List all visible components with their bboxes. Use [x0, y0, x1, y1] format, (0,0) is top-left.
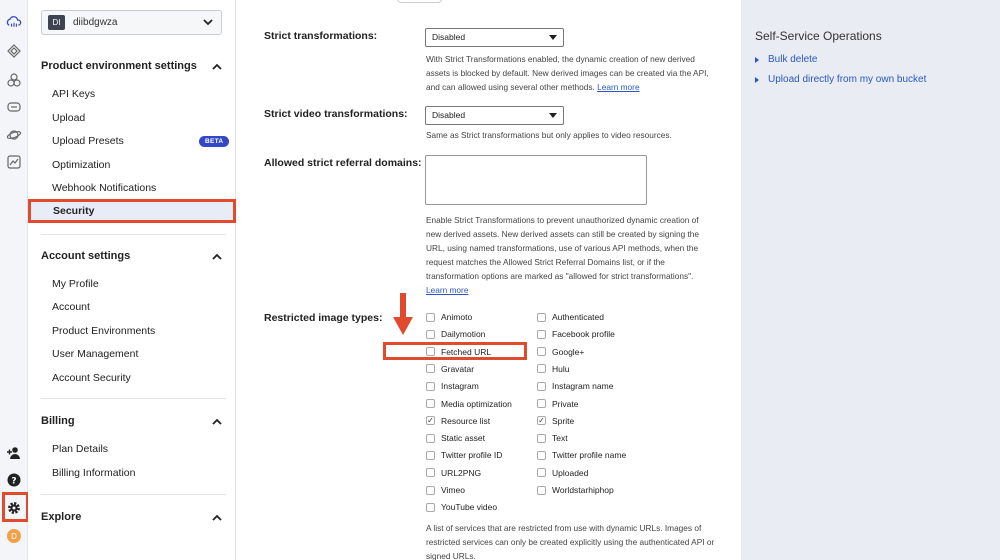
checkbox-label: Dailymotion — [441, 329, 486, 340]
nav-billing-information[interactable]: Billing Information — [52, 467, 136, 479]
checkbox-label: Vimeo — [441, 485, 465, 495]
icon-rail — [0, 0, 28, 560]
checkbox-label: YouTube video — [441, 502, 498, 513]
chevron-up-icon — [211, 417, 223, 427]
checkbox-label: Facebook profile — [552, 329, 615, 340]
checkbox-item[interactable] — [537, 483, 614, 497]
caret-right-icon — [755, 77, 759, 83]
checkbox-label: URL2PNG — [441, 467, 482, 478]
nav-api-keys[interactable]: API Keys — [52, 88, 96, 100]
checkbox-item[interactable] — [426, 310, 472, 324]
caret-right-icon — [755, 57, 759, 63]
checkbox-label: Google+ — [552, 346, 585, 357]
nav-account-security[interactable]: Account Security — [52, 372, 131, 384]
nav-upload[interactable]: Upload — [52, 112, 86, 124]
checkbox-item[interactable] — [426, 414, 490, 428]
checkbox-label: Sprite — [552, 415, 575, 426]
checkbox-item[interactable] — [426, 379, 479, 393]
strict-transformations-select[interactable]: Disabled — [425, 28, 564, 47]
divider — [41, 494, 226, 495]
checkbox[interactable] — [426, 364, 435, 373]
checkbox-item[interactable] — [537, 310, 604, 324]
section-billing[interactable]: Billing — [41, 415, 223, 431]
help-icon[interactable] — [4, 470, 24, 490]
checkbox-item[interactable] — [426, 327, 485, 341]
checkbox[interactable] — [426, 503, 435, 512]
bulk-delete-link[interactable]: Bulk delete — [755, 54, 817, 65]
checkbox[interactable] — [426, 434, 435, 443]
checkbox[interactable] — [537, 382, 546, 391]
analytics-icon[interactable] — [4, 152, 24, 172]
nav-plan-details[interactable]: Plan Details — [52, 443, 109, 455]
checkbox-item[interactable] — [537, 362, 569, 376]
checkbox[interactable] — [426, 451, 435, 460]
checkbox-item[interactable] — [537, 466, 588, 480]
upload-from-bucket-link[interactable]: Upload directly from my own bucket — [755, 74, 926, 85]
checkbox-item[interactable] — [426, 500, 497, 514]
checkbox[interactable] — [426, 382, 435, 391]
checkbox-label: Static asset — [441, 433, 485, 444]
checkbox-label: Twitter profile ID — [441, 450, 503, 461]
checkbox-item[interactable] — [426, 431, 485, 445]
nav-security[interactable] — [28, 199, 236, 223]
checkbox[interactable] — [537, 399, 546, 408]
chevron-up-icon — [211, 513, 223, 523]
checkbox[interactable] — [537, 347, 546, 356]
checkbox-label: Gravatar — [441, 363, 475, 374]
nav-user-management[interactable]: User Management — [52, 348, 139, 360]
nav-webhook-notifications[interactable]: Webhook Notifications — [52, 182, 157, 194]
checkbox-label: Instagram — [441, 381, 479, 392]
checkbox-item[interactable] — [537, 448, 626, 462]
referral-domains-help: Enable Strict Transformations to prevent unauthorized dynamic creation of new derived assets. New derived assets can still be created by signing the URL, using named transformations, use of various API methods, when the request matches the Allowed Strict Referral Domains list, or if the transformation options are marked as "allowed for strict transformations". Learn more — [426, 215, 700, 295]
fetched-url-highlight — [383, 342, 527, 360]
section-product-environment-settings[interactable]: Product environment settings — [41, 60, 223, 76]
checkbox[interactable] — [426, 468, 435, 477]
checkbox[interactable] — [426, 399, 435, 408]
strict-video-select[interactable]: Disabled — [425, 106, 564, 125]
learn-more-link[interactable]: Learn more — [597, 82, 640, 92]
avatar-icon[interactable]: D — [7, 529, 21, 543]
checkbox-label: Resource list — [441, 415, 491, 426]
checkbox[interactable] — [537, 364, 546, 373]
checkbox-item[interactable] — [537, 379, 613, 393]
checkbox-label: Instagram name — [552, 381, 614, 392]
checkbox[interactable] — [537, 313, 546, 322]
referral-domains-textarea[interactable] — [425, 155, 647, 205]
product-environment-select[interactable] — [41, 10, 222, 35]
learn-more-link[interactable]: Learn more — [426, 285, 469, 295]
panel-title: Self-Service Operations — [755, 29, 882, 43]
planet-icon[interactable] — [4, 125, 24, 145]
environment-name: diibdgwza — [73, 17, 118, 28]
beta-badge: BETA — [199, 136, 229, 147]
checkbox[interactable] — [537, 451, 546, 460]
checkbox-label: Text — [552, 433, 568, 444]
cloud-logo-icon[interactable] — [4, 12, 24, 32]
checkbox-label: Animoto — [441, 312, 473, 322]
tooltip-remnant — [397, 0, 442, 3]
checkbox-label: Worldstarhiphop — [552, 485, 614, 495]
checkbox[interactable] — [537, 468, 546, 477]
checkbox-item[interactable] — [426, 466, 481, 480]
restricted-types-help: A list of services that are restricted from use with dynamic URLs. Images of restricted services can only be created explicitly using the authenticated API or signed URLs. — [426, 523, 715, 560]
checkbox-item[interactable] — [426, 362, 474, 376]
divider — [41, 398, 226, 399]
checkbox-item[interactable] — [537, 414, 574, 428]
checkbox[interactable]: ✓ — [427, 415, 434, 425]
checkbox-label: Twitter profile name — [552, 450, 627, 461]
nav-optimization[interactable]: Optimization — [52, 159, 111, 171]
checkbox-item[interactable] — [426, 483, 465, 497]
nav-security-label: Security — [53, 205, 95, 217]
settings-sidebar — [28, 0, 236, 560]
checkbox[interactable] — [537, 434, 546, 443]
checkbox-item[interactable] — [426, 397, 512, 411]
checkbox[interactable] — [426, 486, 435, 495]
checkbox-label: Private — [552, 398, 579, 409]
caret-down-icon — [549, 35, 557, 40]
strict-video-label: Strict video transformations: — [264, 108, 408, 120]
checkbox-label: Media optimization — [441, 398, 512, 409]
chevron-up-icon — [211, 62, 223, 72]
nav-upload-presets[interactable]: Upload Presets — [52, 135, 124, 147]
checkbox-label: Fetched URL — [441, 346, 492, 357]
caret-down-icon — [549, 113, 557, 118]
section-account-settings[interactable]: Account settings — [41, 250, 223, 266]
checkbox-label: Hulu — [552, 363, 570, 374]
nav-account[interactable]: Account — [52, 301, 90, 313]
divider — [41, 234, 226, 235]
nav-product-environments[interactable]: Product Environments — [52, 325, 156, 337]
section-explore[interactable]: Explore — [41, 511, 223, 527]
add-user-icon[interactable] — [4, 443, 24, 463]
down-arrow-annotation — [393, 293, 413, 335]
checkbox-label: Uploaded — [552, 467, 589, 478]
chevron-down-icon — [201, 15, 215, 29]
transform-icon[interactable] — [4, 70, 24, 90]
checkbox-item[interactable] — [537, 397, 578, 411]
self-service-panel — [741, 0, 1000, 560]
environment-badge: DI — [48, 15, 65, 30]
strict-video-help: Same as Strict transformations but only applies to video resources. — [426, 130, 672, 140]
video-icon[interactable] — [4, 97, 24, 117]
nav-my-profile[interactable]: My Profile — [52, 278, 99, 290]
checkbox-label: Authenticated — [552, 312, 604, 322]
checkbox[interactable] — [537, 486, 546, 495]
checkbox-item[interactable] — [426, 448, 502, 462]
checkbox-item[interactable] — [537, 431, 568, 445]
checkbox-item[interactable] — [537, 345, 584, 359]
settings-highlight — [2, 492, 29, 522]
restricted-types-label: Restricted image types: — [264, 312, 383, 324]
checkbox-item[interactable] — [537, 327, 615, 341]
svg-text:?: ? — [11, 476, 17, 487]
checkbox[interactable] — [537, 330, 546, 339]
checkbox[interactable] — [426, 313, 435, 322]
chevron-up-icon — [211, 252, 223, 262]
media-library-icon[interactable] — [4, 41, 24, 61]
referral-domains-label: Allowed strict referral domains: — [264, 157, 422, 169]
strict-transformations-label: Strict transformations: — [264, 30, 378, 42]
strict-transformations-help: With Strict Transformations enabled, the dynamic creation of new derived assets is blocked by default. New derived images can be created via the API, and can allowed using several other methods. Learn more — [426, 54, 709, 92]
checkbox[interactable]: ✓ — [538, 415, 545, 425]
checkbox[interactable] — [426, 330, 435, 339]
